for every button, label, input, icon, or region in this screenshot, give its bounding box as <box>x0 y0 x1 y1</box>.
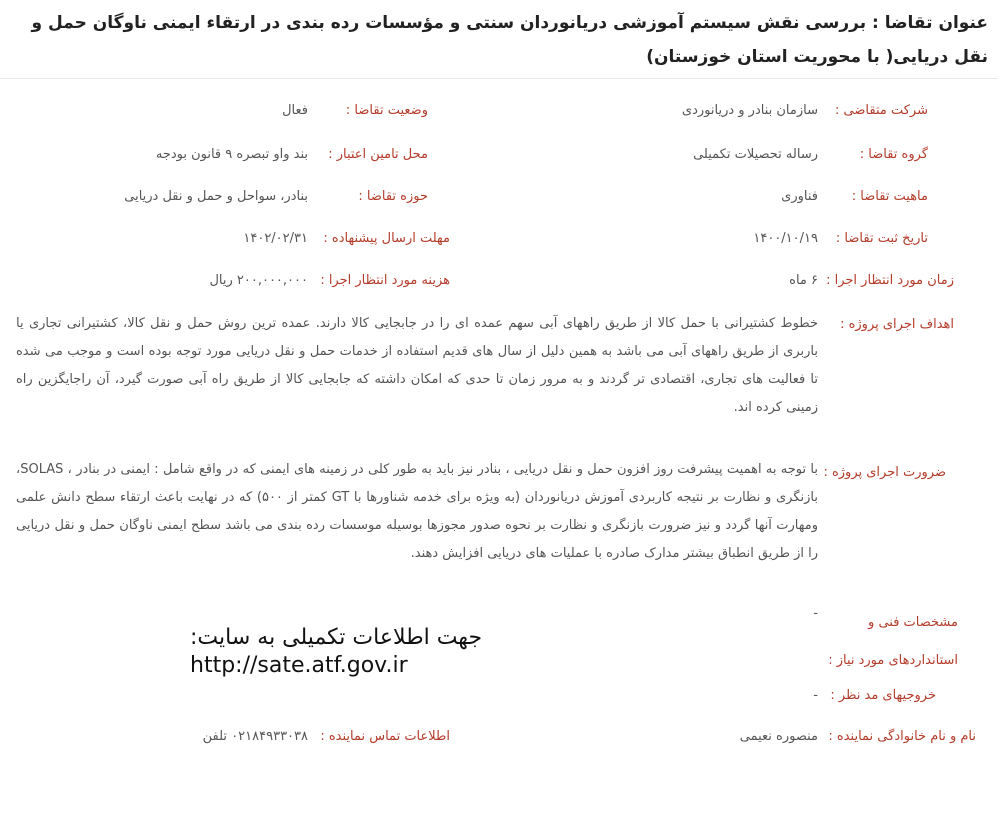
representative-label: نام و نام خانوادگی نماینده : <box>828 729 976 744</box>
funding-value: بند واو تبصره ۹ قانون بودجه <box>155 147 308 162</box>
group-label: گروه تقاضا : <box>859 147 928 162</box>
specs-label: مشخصات فنی و استانداردهای مورد نیاز : <box>828 615 958 668</box>
goals-text: خطوط کشتیرانی با حمل کالا از طریق راههای آبی سهم عمده ای را در جابجایی کالا دارند. عمده ترین روش حمل و نقل کالا، کشتیرانی تجاری یا باربری از طریق راههای آبی می باشد به همین دلیل از سال های قدیم استفاده از خدمات حمل و نقل دریایی مورد توجه بوده است و موجب می شده تا فعالیت های تجاری، اقتصادی تر گردند و به مرور زمان تا حدی که امکان داشته که جابجایی کالا از طریق راه آبی صورت گیرد، آن راجایگزین راه زمینی کرده اند. <box>16 316 818 415</box>
site-url-link[interactable]: http://sate.atf.gov.ir <box>190 653 408 678</box>
regdate-value: ۱۴۰۰/۱۰/۱۹ <box>753 231 818 246</box>
cost-value: ۲۰۰,۰۰۰,۰۰۰ ریال <box>209 273 308 288</box>
contact-value: ۰۲۱۸۴۹۳۳۰۳۸ تلفن <box>202 729 308 744</box>
request-title: عنوان تقاضا : بررسی نقش سیستم آموزشی دریانوردان سنتی و مؤسسات رده بندی در ارتقاء ایمنی ناوگان حمل و نقل دریایی( با محوریت استان خوزستان) <box>31 13 988 67</box>
company-label: شرکت متقاضی : <box>835 103 928 118</box>
company-value: سازمان بنادر و دریانوردی <box>681 103 818 118</box>
domain-value: بنادر، سواحل و حمل و نقل دریایی <box>124 189 308 204</box>
domain-label: حوزه تقاضا : <box>358 189 428 204</box>
title-divider <box>0 78 998 79</box>
site-note-text: جهت اطلاعات تکمیلی به سایت: <box>190 625 483 650</box>
group-value: رساله تحصیلات تکمیلی <box>693 147 818 162</box>
regdate-label: تاریخ ثبت تقاضا : <box>835 231 928 246</box>
deadline-value: ۱۴۰۲/۰۲/۳۱ <box>243 231 308 246</box>
specs-value: - <box>813 606 818 621</box>
site-note <box>190 624 482 680</box>
nature-label: ماهیت تقاضا : <box>851 189 928 204</box>
representative-value: منصوره نعیمی <box>739 729 818 744</box>
status-label: وضعیت تقاضا : <box>345 103 428 118</box>
status-value: فعال <box>282 103 308 118</box>
funding-label: محل تامین اعتبار : <box>328 147 428 162</box>
nature-value: فناوری <box>781 189 818 204</box>
duration-value: ۶ ماه <box>789 273 818 288</box>
deadline-label: مهلت ارسال پیشنهاده : <box>323 231 450 246</box>
necessity-text: با توجه به اهمیت پیشرفت روز افزون حمل و نقل دریایی ، بنادر نیز باید به طور کلی در زمینه های ایمنی که در واقع شامل : ایمنی در بنادر ، SOLAS، بازنگری و نظارت بر نتیجه کاربردی آموزش دریانوردان (به ویژه برای خدمه شناورها با GT کمتر از ۵۰۰) که در نهایت باعث ارتقاء سطح دانش علمی ومهارت آنها گردد و نیز ضرورت بازنگری و نظارت بر نحوه صدور مجوزها بوسیله موسسات رده بندی می باشد سطح ایمنی ناوگان حمل و نقل دریایی را از طریق انطباق بیشتر مدارک صادره با عملیات های دریایی افزایش دهند. <box>16 462 818 561</box>
contact-label: اطلاعات تماس نماینده : <box>320 729 450 744</box>
cost-label: هزینه مورد انتظار اجرا : <box>320 273 450 288</box>
duration-label: زمان مورد انتظار اجرا : <box>826 273 954 288</box>
outputs-label: خروجیهای مد نظر : <box>830 688 936 703</box>
goals-label: اهداف اجرای پروژه : <box>840 317 954 332</box>
necessity-label: ضرورت اجرای پروژه : <box>823 465 946 480</box>
outputs-value: - <box>813 688 818 703</box>
